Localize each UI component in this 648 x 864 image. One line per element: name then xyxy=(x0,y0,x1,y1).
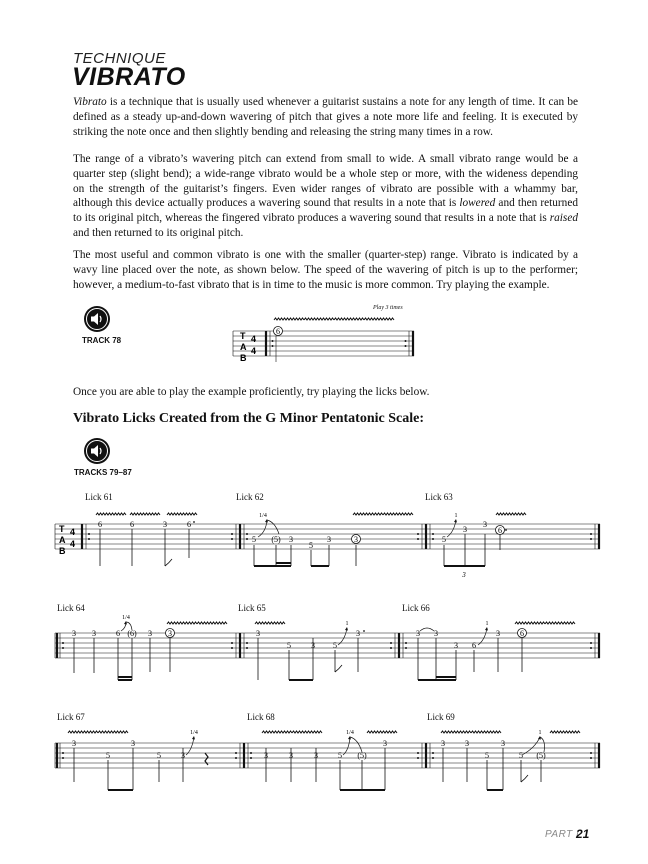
bend-amount: 1/4 xyxy=(122,615,130,621)
tab-fret-number: 3 xyxy=(465,739,469,748)
tab-fret-number: 5 xyxy=(106,751,110,760)
lick-61 xyxy=(96,513,197,566)
tab-fret-number: 3 xyxy=(72,629,76,638)
tab-fret-number: (5) xyxy=(271,535,281,544)
lick-64 xyxy=(72,615,227,680)
tab-fret-number: 3 xyxy=(311,641,315,650)
lick-63 xyxy=(442,513,526,579)
vibrato-mark xyxy=(364,318,394,320)
section-heading: Vibrato Licks Created from the G Minor Pentatonic Scale: xyxy=(73,411,424,426)
example-staff xyxy=(233,318,414,363)
tab-fret-number: 3 xyxy=(72,739,76,748)
lick-65 xyxy=(255,621,365,680)
tab-fret-number: 6 xyxy=(98,520,102,529)
paragraph-range-b: and then returned to its original pitch, whereas the fingered vibrato produces a wavering sound that results in a note that is xyxy=(73,197,578,225)
tab-fret-number: 3 xyxy=(92,629,96,638)
tab-fret-number: 3 xyxy=(501,739,505,748)
tab-fret-number: (5) xyxy=(357,751,367,760)
tab-fret-number: 3 xyxy=(168,629,172,638)
lick-65-label: Lick 65 xyxy=(238,603,266,613)
tab-fret-number: 5 xyxy=(287,641,291,650)
bend-amount: 1 xyxy=(454,513,458,519)
vibrato-mark xyxy=(167,622,197,624)
paragraph-common-vibrato: The most useful and common vibrato is one with the smaller (quarter-step) range. Vibrato is indicated by a wavy line placed over the note, as shown below. The speed of the wavering of pitch is up to the performer; however, a medium-to-fast vibrato that is in time to the music is more common. Try playing the example. xyxy=(73,249,578,291)
vibrato-mark xyxy=(367,731,397,733)
triplet-mark: 3 xyxy=(462,571,466,579)
tab-fret-number: 5 xyxy=(442,535,446,544)
tab-fret-number: 3 xyxy=(163,520,167,529)
tab-fret-number: (6) xyxy=(127,629,137,638)
tab-fret-number: 6 xyxy=(187,520,191,529)
vibrato-mark xyxy=(292,731,322,733)
tab-staff-row-2 xyxy=(55,615,600,680)
tab-fret-number: 3 xyxy=(354,535,358,544)
lick-67-label: Lick 67 xyxy=(57,712,85,722)
vibrato-mark xyxy=(274,318,304,320)
lick-69 xyxy=(441,730,580,790)
paragraph-try-licks: Once you are able to play the example proficiently, try playing the licks below. xyxy=(73,386,430,398)
tab-fret-number: 3 xyxy=(181,751,185,760)
lick-62-label: Lick 62 xyxy=(236,492,264,502)
term-lowered: lowered xyxy=(459,197,496,210)
tab-fret-number: 3 xyxy=(289,751,293,760)
lick-64-label: Lick 64 xyxy=(57,603,85,613)
tab-fret-number: 3 xyxy=(434,629,438,638)
vibrato-mark xyxy=(496,513,526,515)
vibrato-mark xyxy=(383,513,413,515)
vibrato-mark xyxy=(130,513,160,515)
vibrato-mark xyxy=(545,622,575,624)
tab-fret-number: 5 xyxy=(309,541,313,550)
tab-fret-number: 3 xyxy=(416,629,420,638)
tab-fret-number: 3 xyxy=(256,629,260,638)
lick-69-label: Lick 69 xyxy=(427,712,455,722)
tab-staff-row-1 xyxy=(55,513,600,579)
tab-fret-number: 6 xyxy=(472,641,476,650)
vibrato-mark xyxy=(441,731,471,733)
tab-fret-number: 3 xyxy=(131,739,135,748)
tab-fret-number: 5 xyxy=(485,751,489,760)
lick-68-label: Lick 68 xyxy=(247,712,275,722)
lick-63-label: Lick 63 xyxy=(425,492,453,502)
footer-part-label: PART I xyxy=(545,829,580,840)
time-sig-top: 4 xyxy=(251,334,257,344)
lick-61-label: Lick 61 xyxy=(85,492,113,502)
tab-letter-b: B xyxy=(59,546,66,556)
tab-fret-number: 3 xyxy=(356,629,360,638)
tab-fret-number: 3 xyxy=(289,535,293,544)
tab-fret-number: (5) xyxy=(536,751,546,760)
term-raised: raised xyxy=(549,212,578,225)
tab-fret-number: 5 xyxy=(338,751,342,760)
tab-staff-row-3 xyxy=(55,730,600,790)
tab-fret-number: 6 xyxy=(116,629,120,638)
paragraph-range-c: and then returned to its original pitch. xyxy=(73,226,244,239)
page-title: VIBRATO xyxy=(72,63,186,91)
tab-letter-b: B xyxy=(240,353,247,363)
tab-fret-number: 5 xyxy=(333,641,337,650)
tab-fret-number: 5 xyxy=(519,751,523,760)
section-kicker: TECHNIQUE xyxy=(73,50,166,67)
tab-fret-number: 3 xyxy=(496,629,500,638)
vibrato-mark xyxy=(68,731,98,733)
paragraph-range-a: The range of a vibrato’s wavering pitch can extend from small to wide. A small vibrato range would be a quarter step (slight bend); a wide-range vibrato would be a whole step or more, with the wideness depending on the strength of the guitarist’s fingers. Even wider ranges of vibrato are possible with a whammy bar, although this device actually produces a wavering sound that results in a note that is xyxy=(73,153,578,210)
page-number: 21 xyxy=(576,827,590,841)
bend-amount: 1 xyxy=(538,730,542,736)
lick-68 xyxy=(262,730,397,790)
vibrato-mark xyxy=(304,318,334,320)
tab-fret-number: 6 xyxy=(130,520,134,529)
tab-fret-number: 3 xyxy=(441,739,445,748)
tab-fret-number: 3 xyxy=(383,739,387,748)
tab-fret-number: 5 xyxy=(157,751,161,760)
time-sig-bottom: 4 xyxy=(251,346,257,356)
bend-amount: 1/4 xyxy=(346,730,354,736)
vibrato-mark xyxy=(550,731,580,733)
bend-amount: 1 xyxy=(345,621,349,627)
vibrato-mark xyxy=(197,622,227,624)
lick-62 xyxy=(252,513,413,566)
vibrato-mark xyxy=(96,513,126,515)
tab-fret-number: 3 xyxy=(463,525,467,534)
bend-amount: 1/4 xyxy=(259,513,267,519)
tab-fret-number: 5 xyxy=(252,535,256,544)
tab-fret-number: 3 xyxy=(264,751,268,760)
tab-fret-number: 6 xyxy=(276,327,280,336)
vibrato-mark xyxy=(262,731,292,733)
tab-fret-number: 6 xyxy=(498,526,502,535)
play-times-label: Play 3 times xyxy=(373,305,403,311)
lick-67 xyxy=(68,730,208,790)
vibrato-mark xyxy=(471,731,501,733)
vibrato-mark xyxy=(353,513,383,515)
tab-letter-a: A xyxy=(59,535,66,545)
tab-fret-number: 3 xyxy=(314,751,318,760)
time-sig-bottom: 4 xyxy=(70,539,76,549)
vibrato-mark xyxy=(334,318,364,320)
tab-fret-number: 3 xyxy=(483,520,487,529)
bend-amount: 1/4 xyxy=(190,730,198,736)
tab-fret-number: 3 xyxy=(327,535,331,544)
term-vibrato: Vibrato xyxy=(73,96,107,108)
vibrato-mark xyxy=(515,622,545,624)
lick-66 xyxy=(416,621,575,680)
tab-fret-number: 3 xyxy=(454,641,458,650)
bend-amount: 1 xyxy=(485,621,489,627)
track-label-79-87: TRACKS 79–87 xyxy=(74,468,132,477)
vibrato-mark xyxy=(255,622,285,624)
tab-letter-a: A xyxy=(240,342,247,352)
tab-letter-t: T xyxy=(240,331,246,341)
lick-66-label: Lick 66 xyxy=(402,603,430,613)
tab-fret-number: 3 xyxy=(148,629,152,638)
tab-letter-t: T xyxy=(59,524,65,534)
tab-fret-number: 6 xyxy=(520,629,524,638)
track-label-78: TRACK 78 xyxy=(82,336,122,345)
vibrato-mark xyxy=(98,731,128,733)
vibrato-mark xyxy=(167,513,197,515)
paragraph-intro-text: is a technique that is usually used whenever a guitarist sustains a note for any length of time. It can be defined as a steady up-and-down wavering of pitch that gives a note more life and feeling. It is executed by striking the note once and then slightly bending and releasing the string many times in a row. xyxy=(73,96,578,138)
time-sig-top: 4 xyxy=(70,527,76,537)
